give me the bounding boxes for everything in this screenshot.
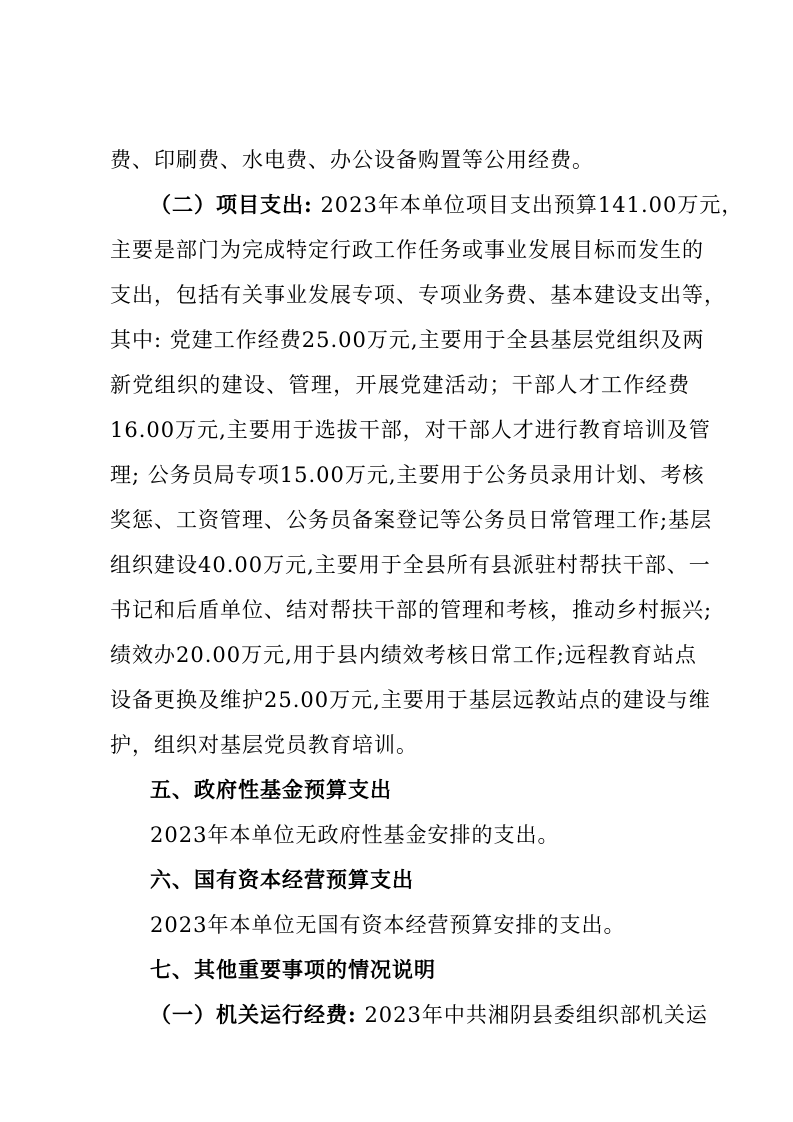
project-expense-first-line	[150, 192, 744, 218]
section-5-heading: 五、政府性基金预算支出	[150, 777, 392, 802]
project-line-9: 组织建设40.00万元,主要用于全县所有县派驻村帮扶干部、一	[110, 553, 711, 577]
operating-expense-heading: （一）机关运行经费:	[150, 1002, 357, 1027]
section-7-first-line	[150, 1002, 708, 1028]
project-line-5: 新党组织的建设、管理，开展党建活动；干部人才工作经费	[110, 373, 690, 397]
section-6-body: 2023年本单位无国有资本经营预算安排的支出。	[150, 913, 626, 937]
operating-expense-intro: 2023年中共湘阴县委组织部机关运	[356, 1003, 708, 1027]
project-line-13: 护，组织对基层党员教育培训。	[110, 733, 418, 757]
project-line-12: 设备更换及维护25.00万元,主要用于基层远教站点的建设与维	[110, 688, 711, 712]
project-line-4: 其中: 党建工作经费25.00万元,主要用于全县基层党组织及两	[110, 328, 705, 352]
project-line-11: 绩效办20.00万元,用于县内绩效考核日常工作;远程教育站点	[110, 643, 697, 667]
section-7-heading: 七、其他重要事项的情况说明	[150, 957, 436, 982]
section-6-heading: 六、国有资本经营预算支出	[150, 867, 414, 892]
project-expense-heading: （二）项目支出:	[150, 192, 313, 217]
project-line-6: 16.00万元,主要用于选拔干部，对干部人才进行教育培训及管	[110, 418, 711, 442]
project-line-10: 书记和后盾单位、结对帮扶干部的管理和考核，推动乡村振兴;	[110, 598, 713, 622]
project-line-7: 理; 公务员局专项15.00万元,主要用于公务员录用计划、考核	[110, 463, 705, 487]
section-5-body: 2023年本单位无政府性基金安排的支出。	[150, 823, 560, 847]
public-expense-line: 费、印刷费、水电费、办公设备购置等公用经费。	[110, 148, 594, 172]
project-line-3: 支出，包括有关事业发展专项、专项业务费、基本建设支出等，	[110, 283, 726, 307]
project-expense-intro: 2023年本单位项目支出预算141.00万元，	[312, 193, 744, 217]
project-line-2: 主要是部门为完成特定行政工作任务或事业发展目标而发生的	[110, 238, 704, 262]
project-line-8: 奖惩、工资管理、公务员备案登记等公务员日常管理工作;基层	[110, 508, 713, 532]
